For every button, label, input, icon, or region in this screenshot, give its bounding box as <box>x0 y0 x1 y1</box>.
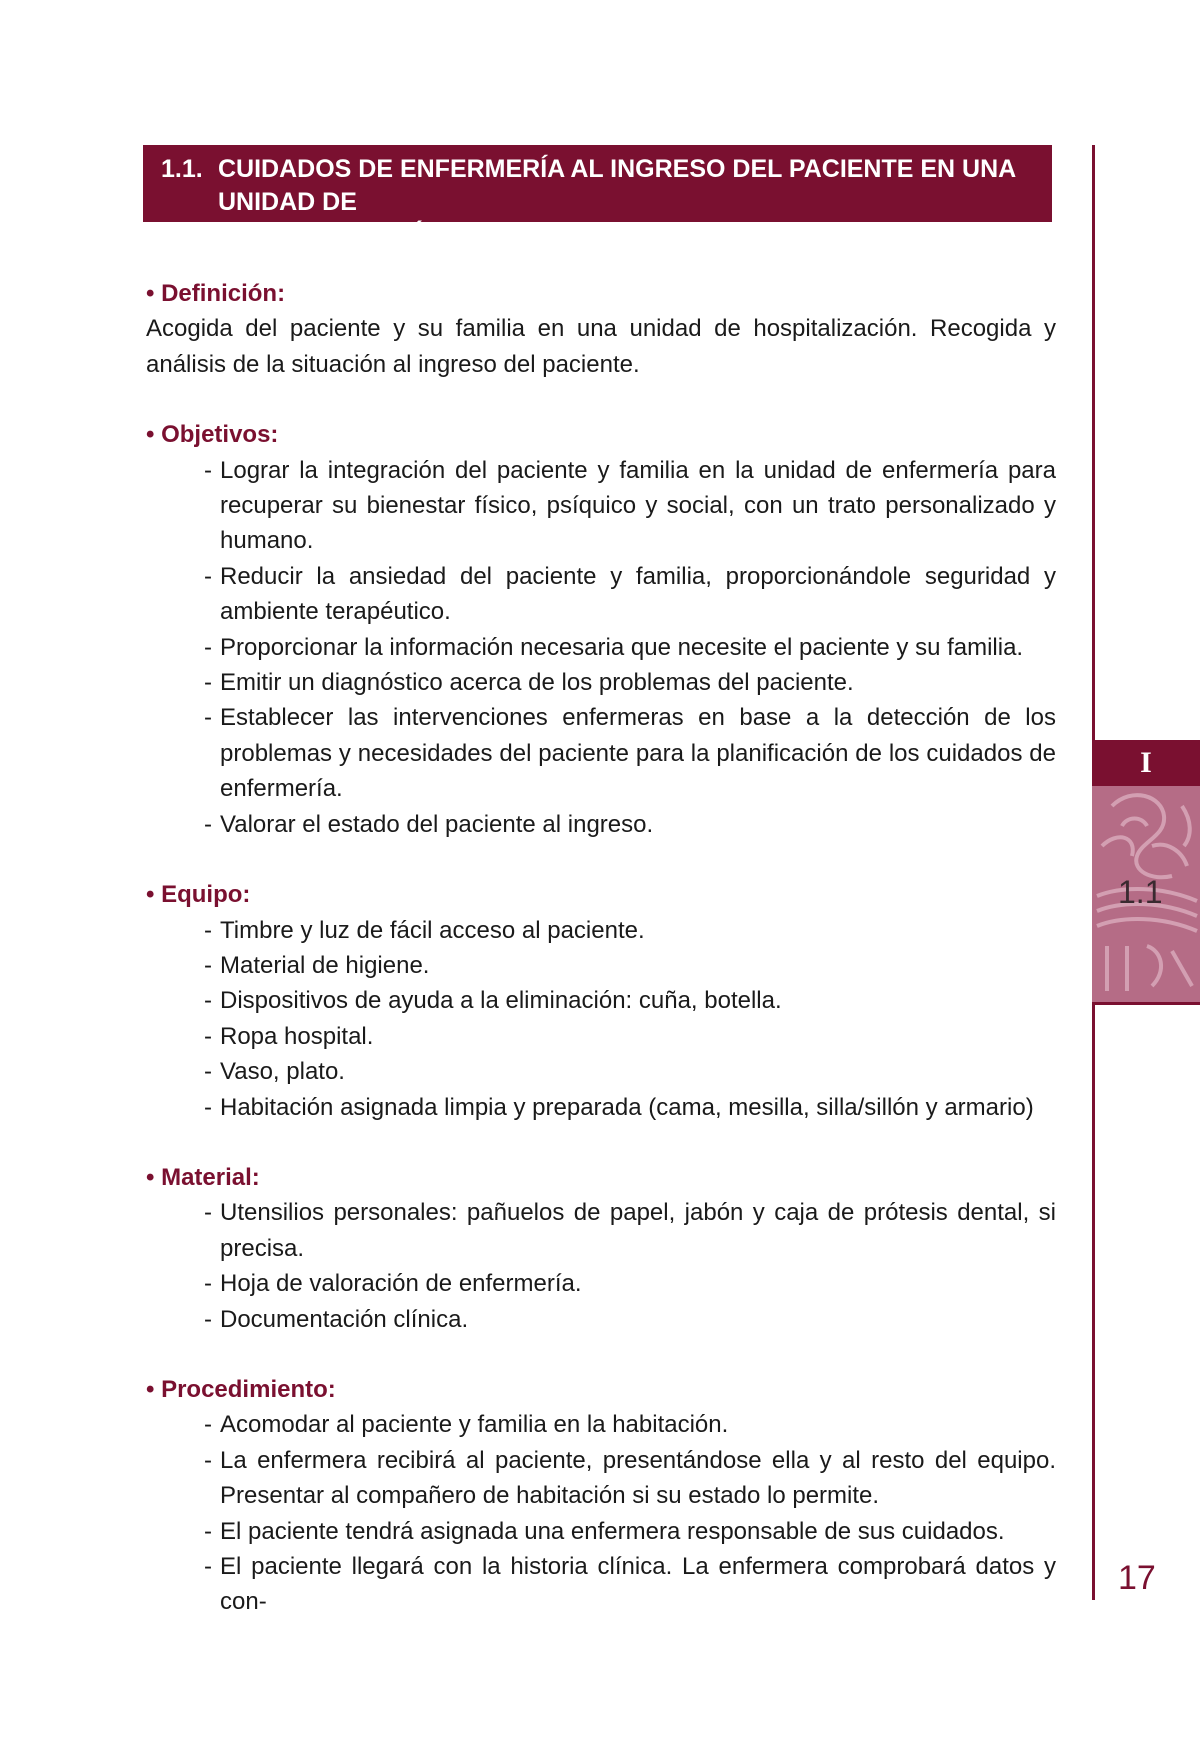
section-title-line-1: CUIDADOS DE ENFERMERÍA AL INGRESO DEL PACIENTE EN UNA UNIDAD DE <box>218 155 1016 216</box>
material-list <box>146 1195 1056 1337</box>
heading-procedimiento: • Procedimiento: <box>146 1375 336 1403</box>
list-item: - Lograr la integración del paciente y familia en la unidad de enfermería para recuperar su bienestar físico, psíquico y social, con un trato personalizado y humano. <box>204 453 1056 559</box>
list-item: - Hoja de valoración de enfermería. <box>204 1266 1056 1301</box>
tab-bottom-rule <box>1092 1002 1200 1005</box>
list-item: - Acomodar al paciente y familia en la habitación. <box>204 1407 1056 1442</box>
section-definicion <box>146 276 1056 382</box>
list-item: - El paciente tendrá asignada una enfermera responsable de sus cuidados. <box>204 1514 1056 1549</box>
page-number: 17 <box>1118 1559 1156 1597</box>
list-item: - Habitación asignada limpia y preparada (cama, mesilla, silla/sillón y armario) <box>204 1090 1056 1125</box>
list-item: - Reducir la ansiedad del paciente y familia, proporcionándole seguridad y ambiente terapéutico. <box>204 559 1056 630</box>
equipo-list <box>146 913 1056 1125</box>
section-title-banner <box>143 145 1052 249</box>
heading-definicion: • Definición: <box>146 280 286 307</box>
section-title-line-2: HOSPITALIZACIÓN <box>218 221 446 249</box>
list-item: - Utensilios personales: pañuelos de papel, jabón y caja de prótesis dental, si precisa. <box>204 1195 1056 1266</box>
document-body <box>146 276 1056 1620</box>
list-item: - Valorar el estado del paciente al ingreso. <box>204 807 1056 842</box>
list-item: - Material de higiene. <box>204 948 1056 983</box>
list-item: - Documentación clínica. <box>204 1302 1056 1337</box>
list-item: - Emitir un diagnóstico acerca de los problemas del paciente. <box>204 665 1056 700</box>
heading-equipo: • Equipo: <box>146 881 251 909</box>
heading-material: • Material: <box>146 1163 260 1191</box>
section-procedimiento <box>146 1372 1056 1620</box>
procedimiento-list <box>146 1407 1056 1619</box>
section-equipo <box>146 877 1056 1125</box>
section-objetivos <box>146 417 1056 842</box>
section-tab-number: 1.1 <box>1118 874 1163 910</box>
definicion-text: Acogida del paciente y su familia en una unidad de hospitalización. Recogida y análisis de la situación al ingreso del paciente. <box>146 315 1056 378</box>
list-item: - Vaso, plato. <box>204 1054 1056 1089</box>
list-item: - Establecer las intervenciones enfermeras en base a la detección de los problemas y necesidades del paciente para la planificación de los cuidados de enfermería. <box>204 700 1056 806</box>
list-item: - La enfermera recibirá al paciente, presentándose ella y al resto del equipo. Presentar al compañero de habitación si su estado lo permite. <box>204 1443 1056 1514</box>
list-item: - Timbre y luz de fácil acceso al paciente. <box>204 913 1056 948</box>
list-item: - Ropa hospital. <box>204 1019 1056 1054</box>
list-item: - Dispositivos de ayuda a la eliminación: cuña, botella. <box>204 983 1056 1018</box>
chapter-tab: I <box>1092 740 1200 786</box>
heading-objetivos: • Objetivos: <box>146 421 279 449</box>
section-title-number: 1.1. <box>161 155 203 183</box>
list-item: - El paciente llegará con la historia clínica. La enfermera comprobará datos y con- <box>204 1549 1056 1620</box>
objetivos-list <box>146 453 1056 842</box>
section-material <box>146 1160 1056 1337</box>
list-item: - Proporcionar la información necesaria que necesite el paciente y su familia. <box>204 630 1056 665</box>
